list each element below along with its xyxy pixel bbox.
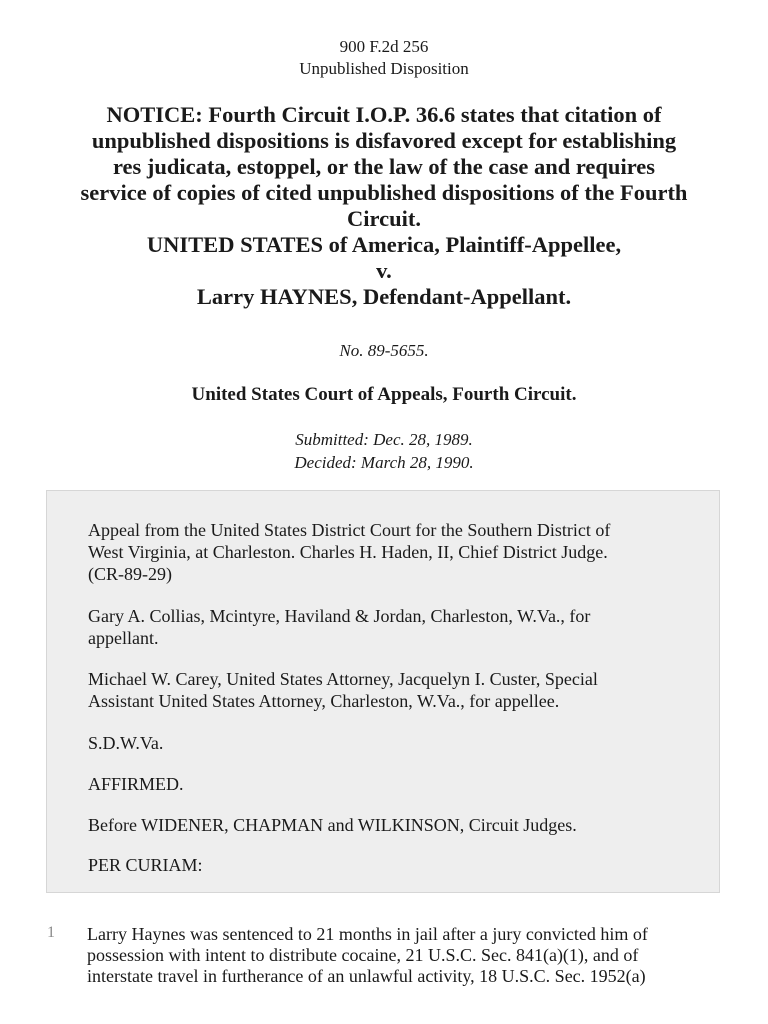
notice-line: service of copies of cited unpublished dispositions of the Fourth (80, 180, 688, 205)
appellee-counsel-line: Assistant United States Attorney, Charleston, W.Va., for appellee. (88, 691, 560, 711)
appellee-counsel-line: Michael W. Carey, United States Attorney, Jacquelyn I. Custer, Special (88, 669, 598, 689)
court-name: United States Court of Appeals, Fourth Circuit. (191, 384, 577, 405)
case-number: No. 89-5655. (339, 341, 429, 360)
disposition-label: Unpublished Disposition (299, 59, 469, 78)
appellant-counsel-line: Gary A. Collias, Mcintyre, Haviland & Jordan, Charleston, W.Va., for (88, 606, 591, 626)
paragraph-number: 1 (47, 924, 55, 941)
plaintiff-party: UNITED STATES of America, Plaintiff-Appellee, (146, 232, 622, 257)
versus: v. (376, 258, 392, 283)
appellee-counsel (88, 668, 688, 712)
case-dates (0, 428, 768, 474)
panel-judges: Before WIDENER, CHAPMAN and WILKINSON, Circuit Judges. (88, 815, 577, 835)
case-info-box (46, 490, 720, 893)
appeal-line: Appeal from the United States District Court for the Southern District of (88, 520, 611, 540)
paragraph-line: interstate travel in furtherance of an unlawful activity, 18 U.S.C. Sec. 1952(a) (87, 966, 646, 986)
citation-header (0, 36, 768, 80)
defendant-party: Larry HAYNES, Defendant-Appellant. (196, 284, 572, 309)
appeal-info (88, 519, 688, 585)
appellant-counsel-line: appellant. (88, 628, 159, 648)
paragraph-line: possession with intent to distribute cocaine, 21 U.S.C. Sec. 841(a)(1), and of (87, 945, 639, 965)
appellant-counsel (88, 605, 688, 649)
submitted-date: Submitted: Dec. 28, 1989. (295, 430, 473, 449)
district-label: S.D.W.Va. (88, 733, 164, 753)
notice-line: Circuit. (347, 206, 421, 231)
appeal-line: (CR-89-29) (88, 564, 172, 584)
decided-date: Decided: March 28, 1990. (294, 453, 474, 472)
case-title (40, 102, 728, 310)
appeal-line: West Virginia, at Charleston. Charles H. Haden, II, Chief District Judge. (88, 542, 608, 562)
paragraph-line: Larry Haynes was sentenced to 21 months in jail after a jury convicted him of (87, 924, 648, 944)
paragraph-text (87, 924, 727, 987)
notice-line: NOTICE: Fourth Circuit I.O.P. 36.6 states that citation of (106, 102, 662, 127)
disposition-result: AFFIRMED. (88, 774, 184, 794)
per-curiam-label: PER CURIAM: (88, 855, 203, 875)
notice-line: res judicata, estoppel, or the law of the case and requires (112, 154, 656, 179)
reporter-citation: 900 F.2d 256 (339, 37, 429, 56)
notice-line: unpublished dispositions is disfavored except for establishing (91, 128, 677, 153)
